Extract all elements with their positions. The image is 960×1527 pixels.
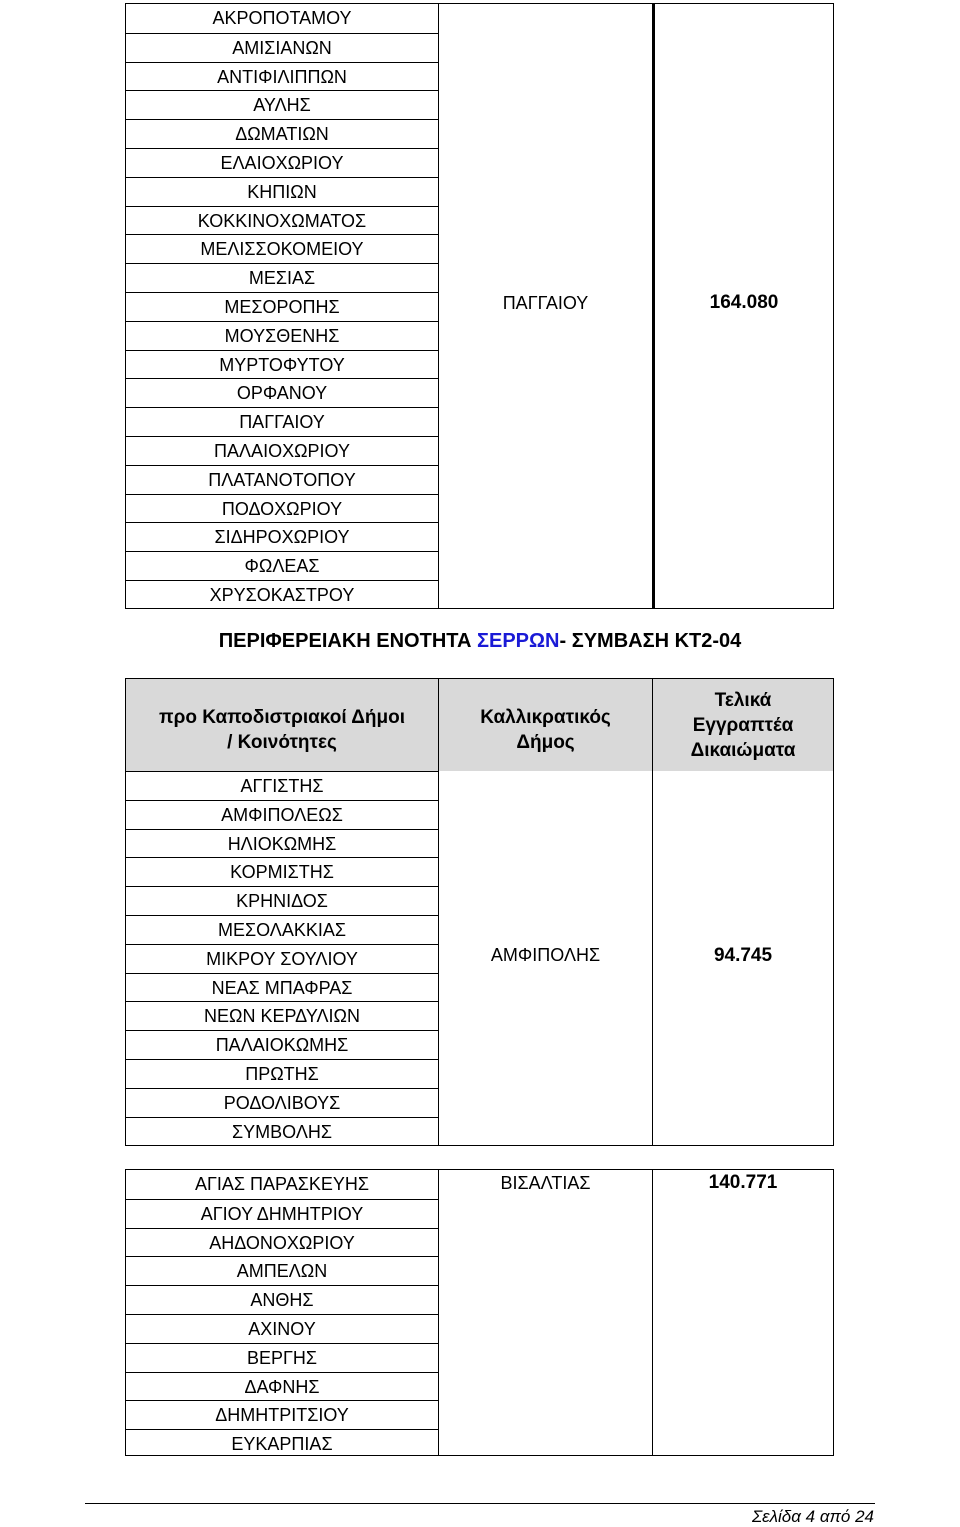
page-number: Σελίδα 4 από 24 [751,1507,874,1526]
community-row: ΑΝΘΗΣ [126,1285,438,1314]
community-row: ΣΥΜΒΟΛΗΣ [126,1117,438,1146]
municipality-name: ΑΜΦΙΠΟΛΗΣ [490,945,601,965]
community-row: ΠΡΩΤΗΣ [126,1059,438,1088]
community-row: ΜΕΣΟΛΑΚΚΙΑΣ [126,915,438,944]
municipality-column [439,678,653,1146]
community-row: ΚΗΠΙΩΝ [126,177,438,206]
header-rights-line3: Δικαιώματα [690,739,796,761]
communities-column [125,1169,439,1456]
section-title-suffix: - ΣΥΜΒΑΣΗ ΚΤ2-04 [559,630,742,652]
community-row: ΕΥΚΑΡΠΙΑΣ [126,1429,438,1458]
community-row: ΝΕΩΝ ΚΕΡΔΥΛΙΩΝ [126,1001,438,1030]
community-row: ΜΙΚΡΟΥ ΣΟΥΛΙΟΥ [126,944,438,973]
section-title [0,630,960,653]
rights-value: 94.745 [713,945,773,966]
community-row: ΑΜΦΙΠΟΛΕΩΣ [126,800,438,829]
rights-value: 164.080 [709,292,779,313]
community-row: ΑΓΙΟΥ ΔΗΜΗΤΡΙΟΥ [126,1199,438,1228]
community-row: ΜΕΣΙΑΣ [126,263,438,292]
rights-column [653,678,834,1146]
community-row: ΑΜΠΕΛΩΝ [126,1256,438,1285]
community-row: ΦΩΛΕΑΣ [126,551,438,580]
community-row: ΧΡΥΣΟΚΑΣΤΡΟΥ [126,580,438,609]
community-row: ΠΛΑΤΑΝΟΤΟΠΟΥ [126,465,438,494]
header-municipality-line2: Δήμος [516,732,575,753]
table-amfipolis [125,678,834,1146]
community-row: ΠΟΔΟΧΩΡΙΟΥ [126,494,438,523]
community-row: ΠΑΛΑΙΟΧΩΡΙΟΥ [126,436,438,465]
header-communities-line1: προ Καποδιστριακοί Δήμοι [159,707,405,728]
community-row: ΔΩΜΑΤΙΩΝ [126,119,438,148]
communities-column [125,3,439,609]
community-row: ΚΟΚΚΙΝΟΧΩΜΑΤΟΣ [126,206,438,235]
rights-value: 140.771 [708,1172,778,1193]
community-row: ΣΙΔΗΡΟΧΩΡΙΟΥ [126,522,438,551]
table-pangaiou [125,3,834,609]
community-row: ΑΝΤΙΦΙΛΙΠΠΩΝ [126,62,438,91]
community-row: ΔΑΦΝΗΣ [126,1372,438,1401]
section-title-region: ΣΕΡΡΩΝ [477,630,560,652]
community-row: ΑΚΡΟΠΟΤΑΜΟΥ [212,8,352,28]
community-row: ΑΜΙΣΙΑΝΩΝ [126,33,438,62]
communities-column [125,678,439,1146]
community-row: ΝΕΑΣ ΜΠΑΦΡΑΣ [126,973,438,1002]
community-row: ΚΟΡΜΙΣΤΗΣ [126,857,438,886]
header-rights-line1: Τελικά [714,689,772,711]
rights-column [653,1169,834,1456]
header-communities-line2: / Κοινότητες [227,732,337,753]
community-row: ΚΡΗΝΙΔΟΣ [126,886,438,915]
community-row: ΔΗΜΗΤΡΙΤΣΙΟΥ [126,1400,438,1429]
municipality-name: ΠΑΓΓΑΙΟΥ [502,293,589,313]
municipality-name: ΒΙΣΑΛΤΙΑΣ [500,1173,591,1193]
community-row: ΜΟΥΣΘΕΝΗΣ [126,321,438,350]
community-row: ΕΛΑΙΟΧΩΡΙΟΥ [126,148,438,177]
header-rights [653,678,833,771]
community-row: ΜΕΛΙΣΣΟΚΟΜΕΙΟΥ [126,234,438,263]
community-row: ΑΓΙΑΣ ΠΑΡΑΣΚΕΥΗΣ [194,1174,369,1194]
community-row: ΜΥΡΤΟΦΥΤΟΥ [126,350,438,379]
table-visaltias [125,1169,834,1456]
community-row: ΜΕΣΟΡΟΠΗΣ [126,292,438,321]
community-row: ΡΟΔΟΛΙΒΟΥΣ [126,1088,438,1117]
section-title-prefix: ΠΕΡΙΦΕΡΕΙΑΚΗ ΕΝΟΤΗΤΑ [218,630,477,652]
community-row: ΗΛΙΟΚΩΜΗΣ [126,829,438,858]
community-row: ΑΧΙΝΟΥ [126,1314,438,1343]
header-communities [126,678,438,771]
header-municipality [439,678,652,771]
community-row: ΟΡΦΑΝΟΥ [126,378,438,407]
community-row: ΑΗΔΟΝΟΧΩΡΙΟΥ [126,1228,438,1257]
footer-divider [85,1503,875,1504]
community-row: ΒΕΡΓΗΣ [126,1343,438,1372]
municipality-column [439,3,653,609]
rights-column [653,3,834,609]
community-row: ΑΓΓΙΣΤΗΣ [126,771,438,800]
community-row: ΑΥΛΗΣ [126,90,438,119]
municipality-column [439,1169,653,1456]
community-row: ΠΑΓΓΑΙΟΥ [126,407,438,436]
community-row: ΠΑΛΑΙΟΚΩΜΗΣ [126,1030,438,1059]
header-municipality-line1: Καλλικρατικός [480,707,611,728]
header-rights-line2: Εγγραπτέα [692,714,794,736]
